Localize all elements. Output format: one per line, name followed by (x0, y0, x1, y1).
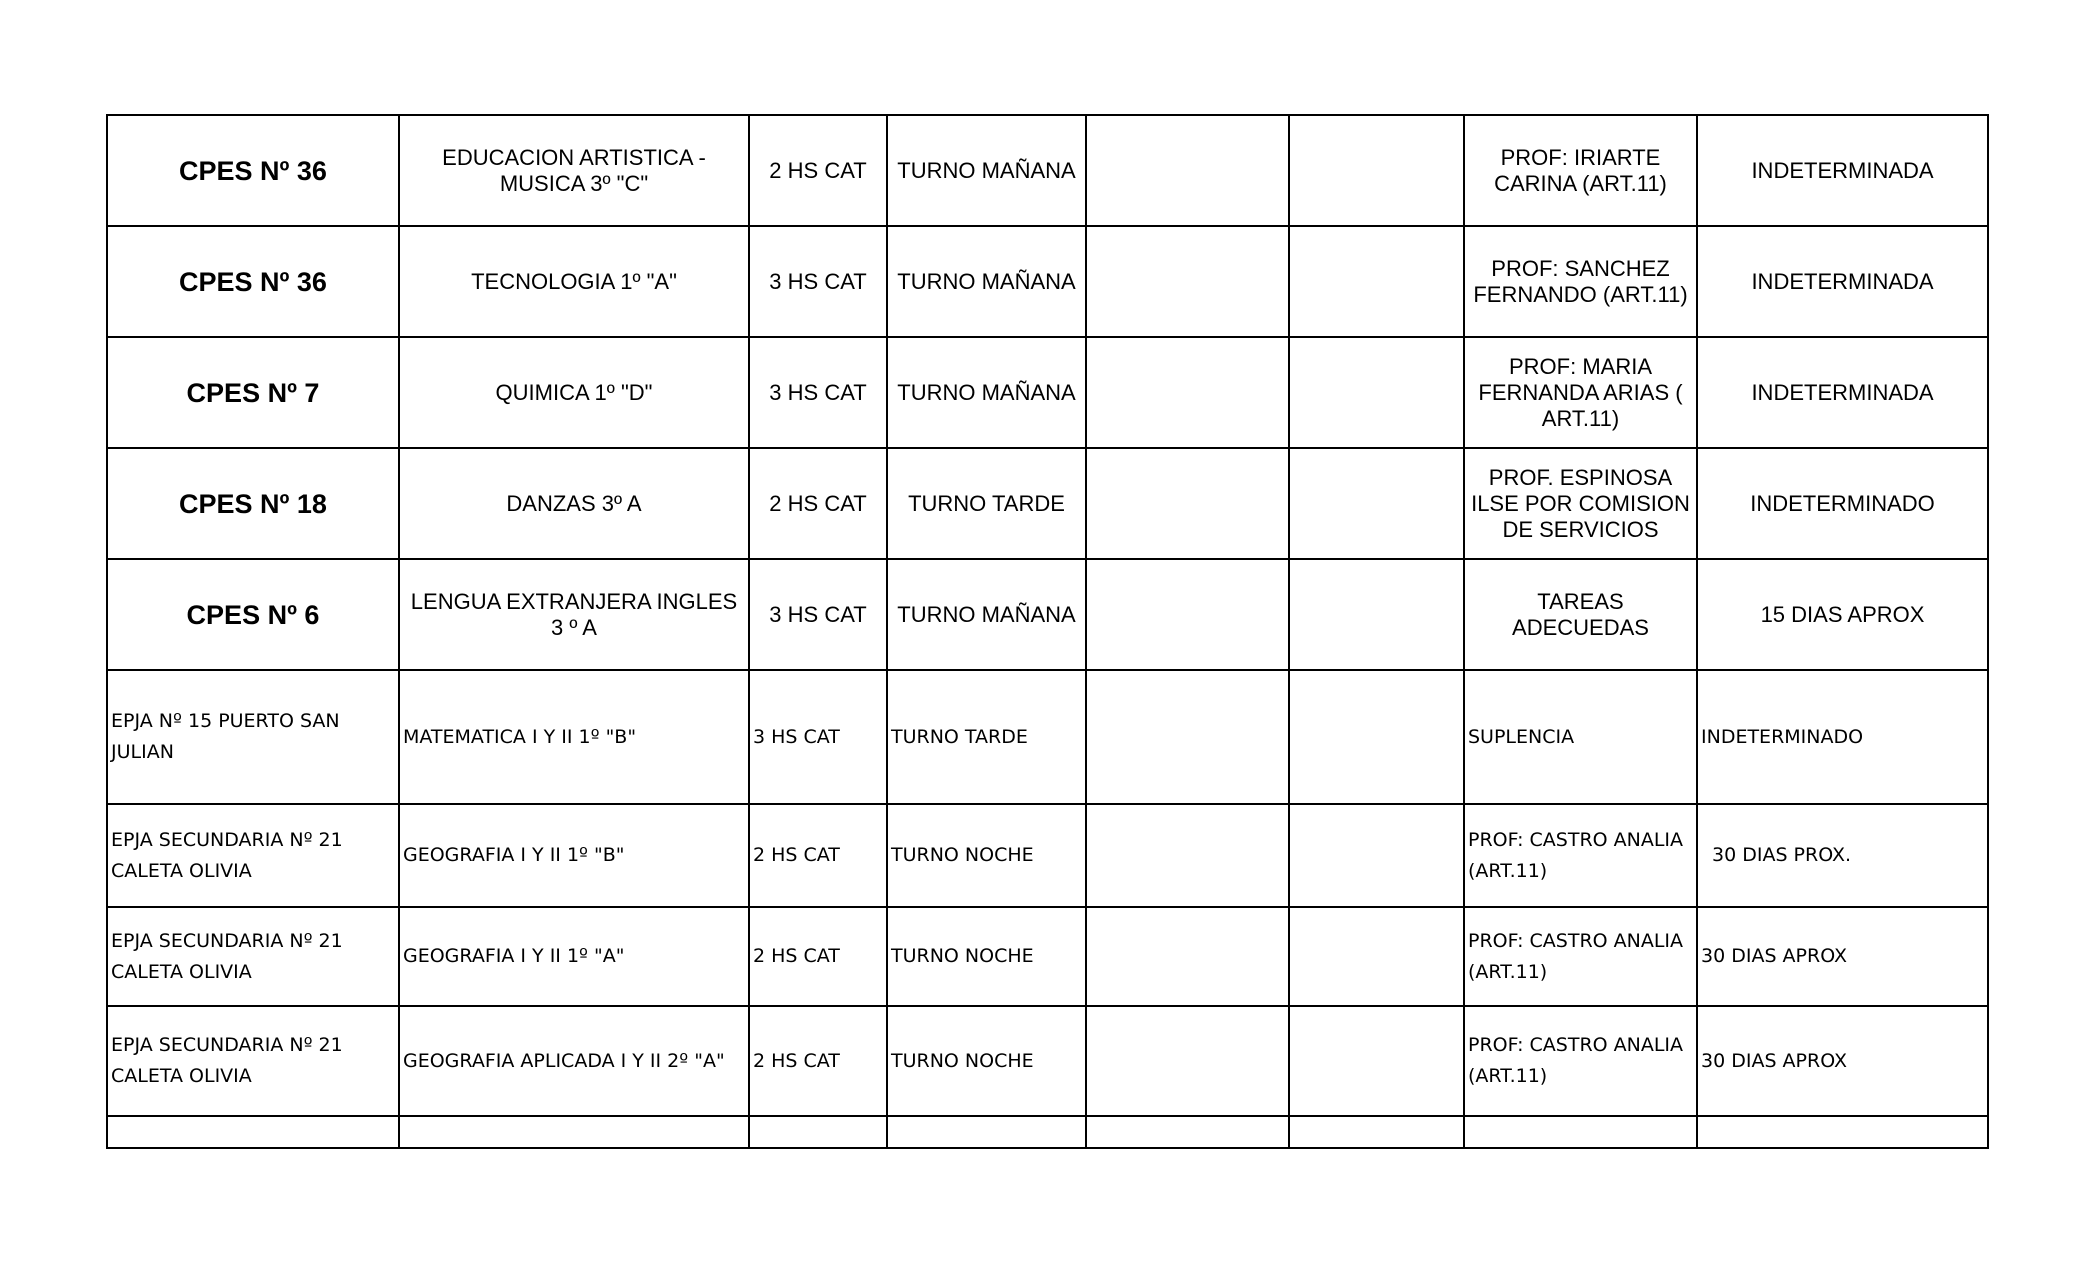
school-cell: EPJA SECUNDARIA Nº 21 CALETA OLIVIA (107, 907, 399, 1006)
duration-cell: 30 DIAS APROX (1697, 1006, 1988, 1116)
reason-cell: PROF: IRIARTE CARINA (ART.11) (1464, 115, 1697, 226)
school-cell: EPJA SECUNDARIA Nº 21 CALETA OLIVIA (107, 1006, 399, 1116)
duration-cell: INDETERMINADA (1697, 115, 1988, 226)
empty-cell (1086, 559, 1289, 670)
table-row (107, 448, 1988, 559)
shift-cell: TURNO MAÑANA (887, 337, 1086, 448)
school-cell: CPES Nº 36 (107, 115, 399, 226)
empty-cell (1289, 907, 1464, 1006)
reason-cell: PROF: SANCHEZ FERNANDO (ART.11) (1464, 226, 1697, 337)
duration-cell: INDETERMINADA (1697, 337, 1988, 448)
reason-cell: PROF: MARIA FERNANDA ARIAS ( ART.11) (1464, 337, 1697, 448)
school-cell: EPJA SECUNDARIA Nº 21 CALETA OLIVIA (107, 804, 399, 907)
reason-cell: PROF: CASTRO ANALIA (ART.11) (1464, 804, 1697, 907)
empty-cell (1289, 1006, 1464, 1116)
reason-cell: SUPLENCIA (1464, 670, 1697, 804)
table-row (107, 1006, 1988, 1116)
duration-cell: INDETERMINADO (1697, 670, 1988, 804)
table-row (107, 670, 1988, 804)
hours-cell: 3 HS CAT (749, 226, 887, 337)
empty-cell (1086, 226, 1289, 337)
shift-cell: TURNO NOCHE (887, 907, 1086, 1006)
empty-cell (1086, 115, 1289, 226)
shift-cell: TURNO MAÑANA (887, 226, 1086, 337)
hours-cell: 3 HS CAT (749, 337, 887, 448)
empty-table-row (107, 1116, 1988, 1148)
empty-cell (1289, 1116, 1464, 1148)
hours-cell: 2 HS CAT (749, 448, 887, 559)
subject-cell: LENGUA EXTRANJERA INGLES 3 º A (399, 559, 749, 670)
duration-cell: INDETERMINADA (1697, 226, 1988, 337)
empty-cell (1086, 337, 1289, 448)
empty-cell (1086, 1116, 1289, 1148)
subject-cell: GEOGRAFIA I Y II 1º "B" (399, 804, 749, 907)
table-row (107, 559, 1988, 670)
empty-cell (107, 1116, 399, 1148)
empty-cell (1289, 448, 1464, 559)
reason-cell: TAREAS ADECUEDAS (1464, 559, 1697, 670)
subject-cell: QUIMICA 1º "D" (399, 337, 749, 448)
hours-cell: 2 HS CAT (749, 1006, 887, 1116)
empty-cell (1289, 115, 1464, 226)
vacancy-table (106, 114, 1989, 1149)
empty-cell (1086, 804, 1289, 907)
empty-cell (1086, 670, 1289, 804)
reason-cell: PROF: CASTRO ANALIA (ART.11) (1464, 907, 1697, 1006)
subject-cell: MATEMATICA I Y II 1º "B" (399, 670, 749, 804)
school-cell: CPES Nº 18 (107, 448, 399, 559)
hours-cell: 2 HS CAT (749, 907, 887, 1006)
empty-cell (1289, 670, 1464, 804)
table-row (107, 907, 1988, 1006)
shift-cell: TURNO MAÑANA (887, 559, 1086, 670)
reason-cell: PROF: CASTRO ANALIA (ART.11) (1464, 1006, 1697, 1116)
subject-cell: GEOGRAFIA APLICADA I Y II 2º "A" (399, 1006, 749, 1116)
shift-cell: TURNO NOCHE (887, 1006, 1086, 1116)
table-row (107, 337, 1988, 448)
table-row (107, 115, 1988, 226)
shift-cell: TURNO TARDE (887, 448, 1086, 559)
empty-cell (887, 1116, 1086, 1148)
reason-cell: PROF. ESPINOSA ILSE POR COMISION DE SERVICIOS (1464, 448, 1697, 559)
empty-cell (1086, 907, 1289, 1006)
shift-cell: TURNO MAÑANA (887, 115, 1086, 226)
duration-cell: 30 DIAS PROX. (1697, 804, 1988, 907)
empty-cell (749, 1116, 887, 1148)
empty-cell (1086, 448, 1289, 559)
duration-cell: 15 DIAS APROX (1697, 559, 1988, 670)
empty-cell (1289, 559, 1464, 670)
school-cell: EPJA Nº 15 PUERTO SAN JULIAN (107, 670, 399, 804)
subject-cell: DANZAS 3º A (399, 448, 749, 559)
duration-cell: 30 DIAS APROX (1697, 907, 1988, 1006)
empty-cell (1464, 1116, 1697, 1148)
table-row (107, 226, 1988, 337)
subject-cell: EDUCACION ARTISTICA - MUSICA 3º "C" (399, 115, 749, 226)
school-cell: CPES Nº 6 (107, 559, 399, 670)
hours-cell: 2 HS CAT (749, 115, 887, 226)
empty-cell (1289, 804, 1464, 907)
empty-cell (399, 1116, 749, 1148)
empty-cell (1086, 1006, 1289, 1116)
duration-cell: INDETERMINADO (1697, 448, 1988, 559)
hours-cell: 3 HS CAT (749, 559, 887, 670)
subject-cell: GEOGRAFIA I Y II 1º "A" (399, 907, 749, 1006)
table-row (107, 804, 1988, 907)
shift-cell: TURNO TARDE (887, 670, 1086, 804)
subject-cell: TECNOLOGIA 1º "A" (399, 226, 749, 337)
shift-cell: TURNO NOCHE (887, 804, 1086, 907)
school-cell: CPES Nº 7 (107, 337, 399, 448)
empty-cell (1289, 226, 1464, 337)
empty-cell (1289, 337, 1464, 448)
hours-cell: 3 HS CAT (749, 670, 887, 804)
school-cell: CPES Nº 36 (107, 226, 399, 337)
empty-cell (1697, 1116, 1988, 1148)
hours-cell: 2 HS CAT (749, 804, 887, 907)
